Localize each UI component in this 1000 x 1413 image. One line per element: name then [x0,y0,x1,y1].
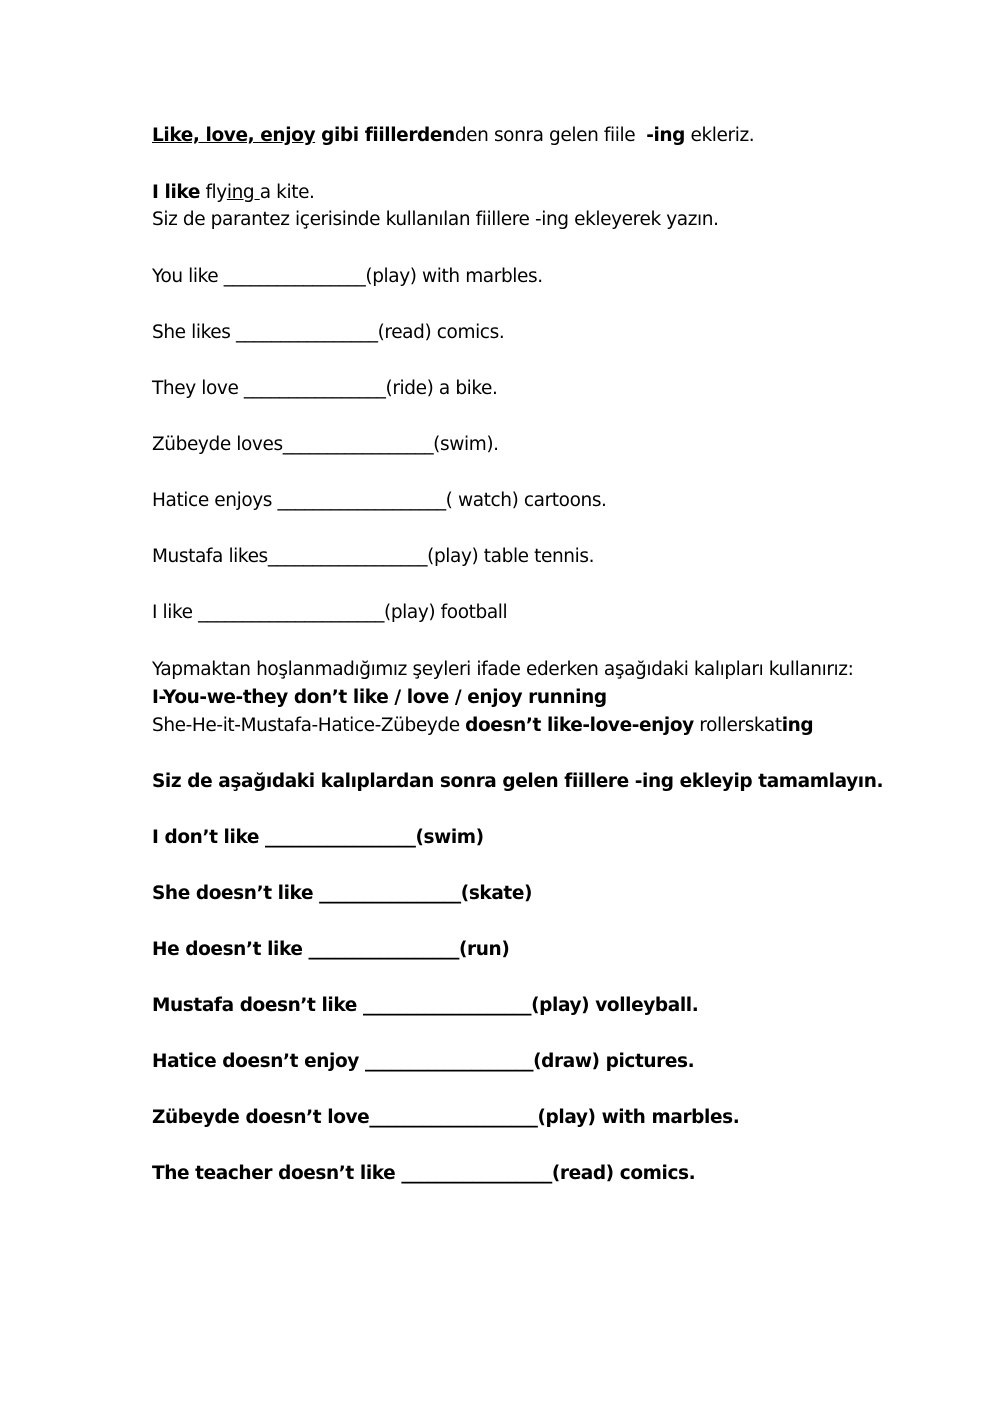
negative-rule-subjects: She-He-it-Mustafa-Hatice-Zübeyde [152,715,466,736]
answer-blank[interactable]: ___________________ [362,995,532,1016]
item-before: I don’t like [152,827,266,848]
answer-blank[interactable]: __________________ [267,546,428,567]
example-subject: I like [152,182,200,203]
item-after: (read) comics. [551,1163,696,1184]
item-before: Zübeyde loves [152,434,283,455]
exercise1-item [152,489,607,513]
item-after: (play) with marbles. [365,266,543,287]
item-after: (swim) [415,827,484,848]
example-suffix: ing [226,182,260,203]
item-before: I like [152,602,199,623]
answer-blank[interactable]: _________________ [265,827,416,848]
exercise2-item [152,882,532,906]
item-before: They love [152,378,244,399]
item-before: Hatice enjoys [152,490,278,511]
exercise2-item [152,1106,739,1130]
item-after: (play) table tennis. [427,546,595,567]
answer-blank[interactable]: ___________________ [364,1051,534,1072]
item-before: You like [152,266,224,287]
negative-rule-suffix: ing [781,715,814,736]
negative-rule-pattern: I-You-we-they don’t like / love / enjoy [152,687,523,708]
exercise2-item [152,1050,694,1074]
answer-blank[interactable]: _________________ [282,434,434,455]
item-after: (play) football [384,602,508,623]
answer-blank[interactable]: _________________ [401,1163,552,1184]
item-before: Mustafa doesn’t like [152,995,363,1016]
negative-rule-word: rollerskat [693,715,782,736]
exercise1-item [152,545,594,569]
exercise1-item [152,601,507,625]
item-after: (ride) a bike. [385,378,498,399]
rule-verbs: Like, love, enjoy [152,125,316,146]
negative-rule-pattern-2: doesn’t like-love-enjoy [465,715,694,736]
example-end: a kite. [259,182,315,203]
answer-blank[interactable]: _____________________ [198,602,384,623]
rule-gibi: gibi fiillerden [315,125,455,146]
example-verb: fly [199,182,227,203]
item-after: (play) with marbles. [537,1107,740,1128]
example-line [152,181,315,205]
answer-blank[interactable]: ________________ [243,378,386,399]
item-before: She likes [152,322,236,343]
exercise1-item [152,265,543,289]
answer-blank[interactable]: ________________ [235,322,378,343]
item-before: She doesn’t like [152,883,320,904]
negative-rule-line1 [152,686,607,710]
item-after: (run) [459,939,510,960]
exercise2-item [152,1162,695,1186]
negative-rule-example: running [522,687,607,708]
item-before: Mustafa likes [152,546,268,567]
answer-blank[interactable]: ___________________ [277,490,446,511]
item-after: (swim). [433,434,499,455]
item-before: He doesn’t like [152,939,309,960]
item-after: ( watch) cartoons. [445,490,607,511]
rule-end: ekleriz. [685,125,755,146]
rule-text: den sonra gelen fiile [454,125,647,146]
exercise2-item [152,938,509,962]
exercise2-item [152,994,698,1018]
rule-suffix: -ing [646,125,686,146]
instruction-1: Siz de parantez içerisinde kullanılan fiillere -ing ekleyerek yazın. [152,209,719,230]
item-after: (skate) [460,883,533,904]
exercise1-item [152,321,504,345]
item-after: (draw) pictures. [533,1051,695,1072]
item-after: (play) volleyball. [531,995,699,1016]
item-before: Hatice doesn’t enjoy [152,1051,365,1072]
item-before: The teacher doesn’t like [152,1163,402,1184]
answer-blank[interactable]: ___________________ [369,1107,538,1128]
exercise1-item [152,377,498,401]
item-after: (read) comics. [377,322,505,343]
instruction-2: Siz de aşağıdaki kalıplardan sonra gelen fiillere -ing ekleyip tamamlayın. [152,771,884,792]
negative-rule-intro: Yapmaktan hoşlanmadığımız şeyleri ifade ederken aşağıdaki kalıpları kullanırız: [152,659,854,680]
exercise1-item [152,433,499,457]
exercise2-item [152,826,484,850]
item-before: Zübeyde doesn’t love [152,1107,370,1128]
negative-rule-line2 [152,714,813,738]
answer-blank[interactable]: ________________ [319,883,461,904]
answer-blank[interactable]: _________________ [308,939,459,960]
rule-line [152,124,754,148]
answer-blank[interactable]: ________________ [223,266,366,287]
